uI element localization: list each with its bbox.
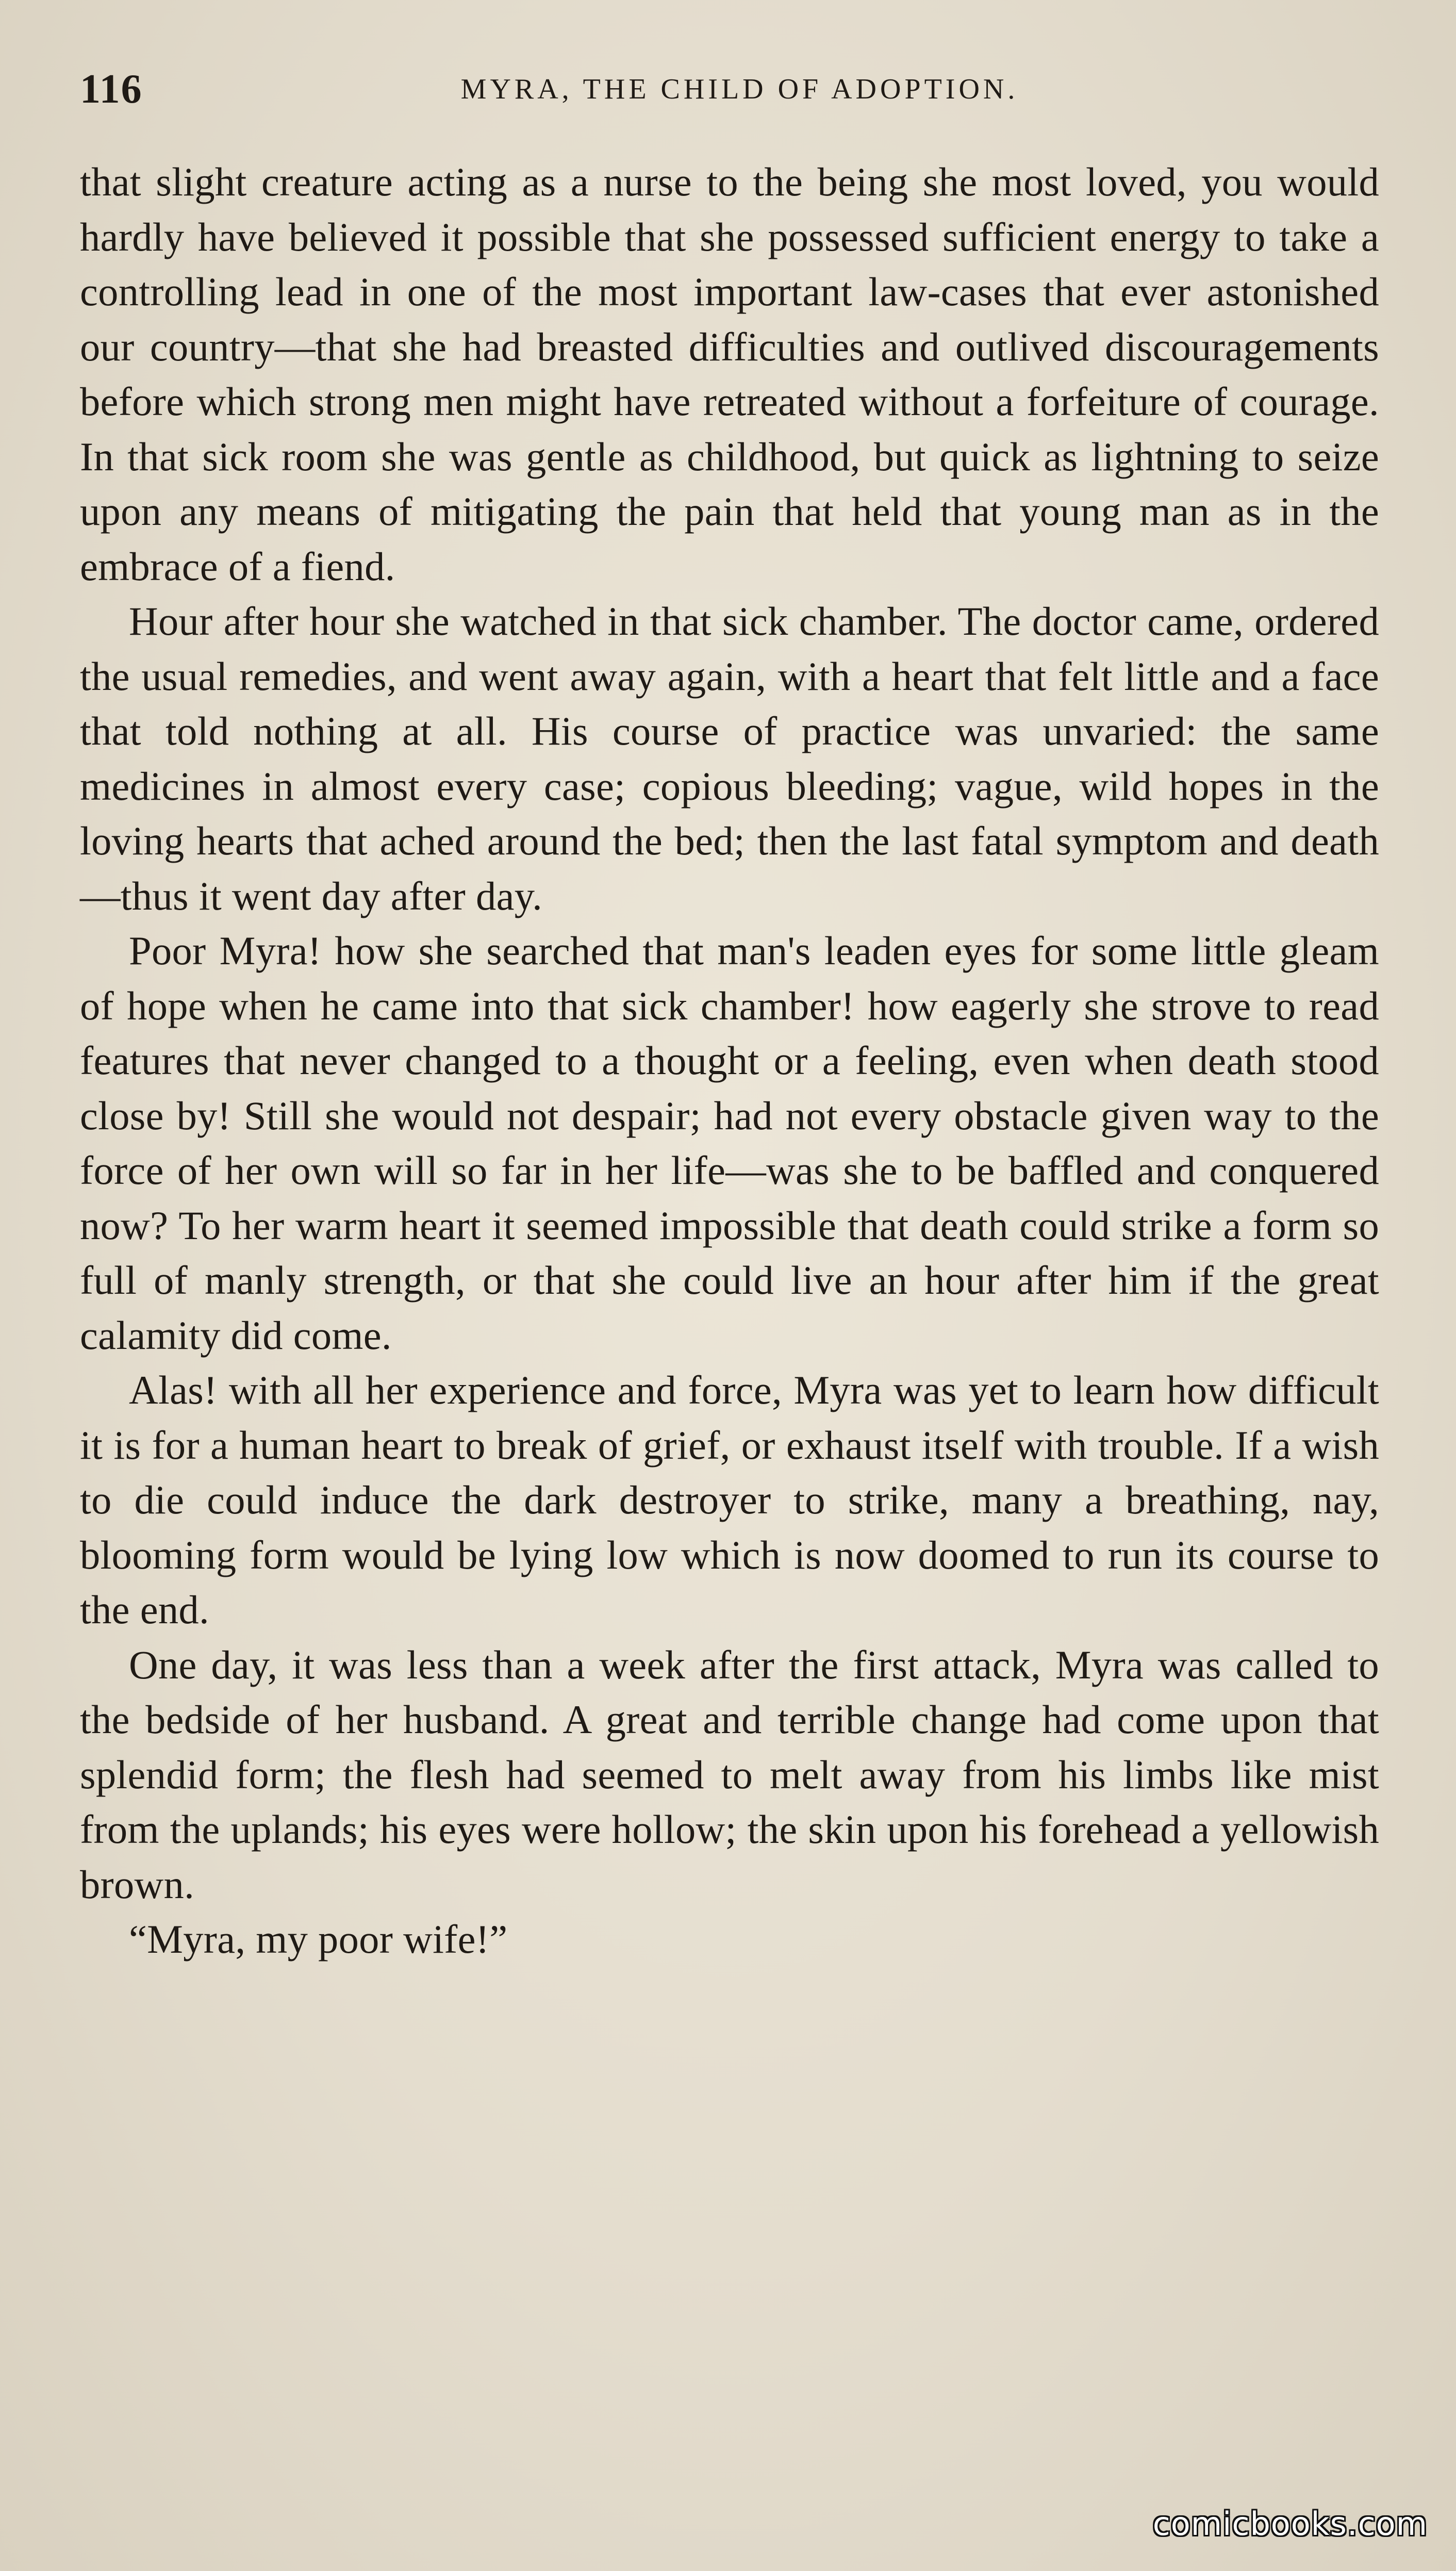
body-text bbox=[80, 155, 1379, 1967]
dialogue-line: “Myra, my poor wife!” bbox=[129, 1917, 508, 1962]
paragraph-5: One day, it was less than a week after the first attack, Myra was called to the bedside of her husband. A great and terrible change had come upon that splendid form; the flesh had seemed to melt away from his limbs like mist from the uplands; his eyes were hollow; the skin upon his forehead a yellowish brown. bbox=[80, 1642, 1379, 1907]
page-number: 116 bbox=[80, 67, 143, 112]
watermark: comicbooks.com bbox=[1152, 2505, 1428, 2543]
paragraph-4: Alas! with all her experience and force, Myra was yet to learn how difficult it is for a human heart to break of grief, or exhaust itself with trouble. If a wish to die could induce the dark destroyer to strike, many a breathing, nay, blooming form would be lying low which is now doomed to run its course to the end. bbox=[80, 1367, 1379, 1632]
page-header bbox=[80, 61, 1379, 118]
paragraph-2: Hour after hour she watched in that sick chamber. The doctor came, ordered the usual remedies, and went away again, with a heart that felt little and a face that told nothing at all. His course of practice was unvaried: the same medicines in almost every case; copious bleeding; vague, wild hopes in the loving hearts that ached around the bed; then the last fatal symptom and death—thus it went day after day. bbox=[80, 599, 1379, 918]
running-head: MYRA, THE CHILD OF ADOPTION. bbox=[460, 73, 1019, 105]
paragraph-3: Poor Myra! how she searched that man's leaden eyes for some little gleam of hope when he came into that sick chamber! how eagerly she strove to read features that never changed to a thought or a feeling, even when death stood close by! Still she would not despair; had not every obstacle given way to the force of her own will so far in her life—was she to be baffled and conquered now? To her warm heart it seemed impossible that death could strike a form so full of manly strength, or that she could live an hour after him if the great calamity did come. bbox=[80, 928, 1379, 1358]
paragraph-1: that slight creature acting as a nurse to the being she most loved, you would hardly have believed it possible that she possessed sufficient energy to take a controlling lead in one of the most important law-cases that ever astonished our country—that she had breasted difficulties and outlived discouragements before which strong men might have retreated without a forfeiture of courage. In that sick room she was gentle as childhood, but quick as lightning to seize upon any means of mitigating the pain that held that young man as in the embrace of a fiend. bbox=[80, 159, 1379, 589]
